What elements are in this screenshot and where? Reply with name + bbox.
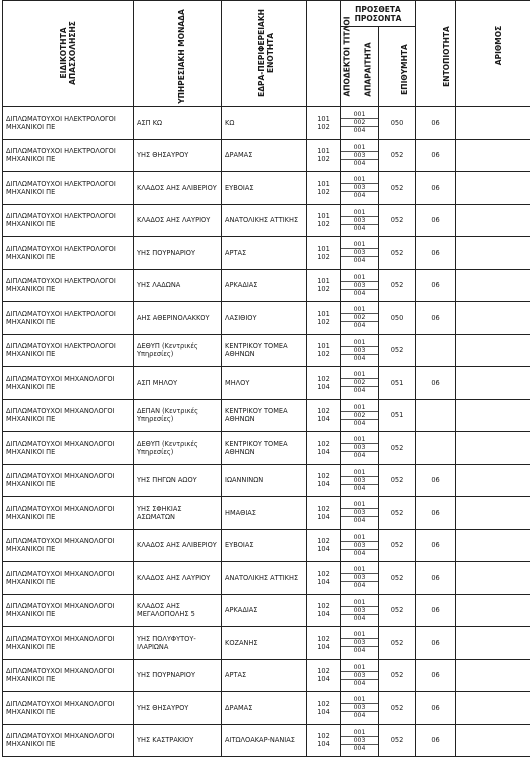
table-row — [3, 204, 530, 237]
required-code: 001 — [353, 306, 366, 314]
degree-code: 104 — [317, 707, 330, 716]
table-row — [3, 562, 530, 595]
table-row — [3, 172, 530, 205]
cell-region: ΗΜΑΘΙΑΣ — [222, 497, 307, 530]
header-optional-label: ΕΠΙΘΥΜΗΤΑ — [399, 44, 409, 95]
table-row — [3, 302, 530, 335]
degree-code: 104 — [317, 545, 330, 554]
cell-optional: 052 — [379, 627, 416, 660]
cell-degree-codes — [307, 432, 341, 465]
required-code: 001 — [353, 111, 366, 119]
degree-code: 104 — [317, 382, 330, 391]
required-code: 003 — [341, 183, 378, 191]
cell-count — [456, 659, 530, 692]
degree-code: 102 — [317, 504, 330, 513]
required-code: 002 — [341, 118, 378, 126]
required-code: 001 — [353, 501, 366, 509]
required-code: 004 — [341, 679, 378, 687]
cell-optional: 052 — [379, 172, 416, 205]
cell-required — [341, 497, 379, 530]
cell-region: ΔΡΑΜΑΣ — [222, 692, 307, 725]
cell-location: 06 — [416, 659, 456, 692]
cell-location: 06 — [416, 367, 456, 400]
cell-degree-codes — [307, 692, 341, 725]
cell-count — [456, 724, 530, 757]
cell-region: ΛΑΣΙΘΙΟΥ — [222, 302, 307, 335]
required-code: 003 — [341, 573, 378, 581]
degree-code: 101 — [317, 342, 330, 351]
cell-region: ΑΝΑΤΟΛΙΚΗΣ ΑΤΤΙΚΗΣ — [222, 204, 307, 237]
cell-region: ΚΕΝΤΡΙΚΟΥ ΤΟΜΕΑ ΑΘΗΝΩΝ — [222, 432, 307, 465]
degree-code: 102 — [317, 537, 330, 546]
cell-unit: ΚΛΑΔΟΣ ΑΗΣ ΛΑΥΡΙΟΥ — [134, 562, 222, 595]
cell-specialty: ΔΙΠΛΩΜΑΤΟΥΧΟΙ ΜΗΧΑΝΟΛΟΓΟΙ ΜΗΧΑΝΙΚΟΙ ΠΕ — [3, 692, 134, 725]
header-specialty — [3, 1, 134, 107]
degree-code: 102 — [317, 187, 330, 196]
degree-code: 102 — [317, 155, 330, 164]
cell-specialty: ΔΙΠΛΩΜΑΤΟΥΧΟΙ ΗΛΕΚΤΡΟΛΟΓΟΙ ΜΗΧΑΝΙΚΟΙ ΠΕ — [3, 139, 134, 172]
required-code: 004 — [341, 549, 378, 557]
table-body — [3, 107, 530, 757]
cell-location: 06 — [416, 237, 456, 270]
cell-region: ΚΩ — [222, 107, 307, 140]
cell-required — [341, 204, 379, 237]
cell-unit: ΥΗΣ ΠΟΥΡΝΑΡΙΟΥ — [134, 659, 222, 692]
cell-count — [456, 107, 530, 140]
required-code: 001 — [353, 273, 366, 281]
header-region — [222, 1, 307, 107]
cell-count — [456, 529, 530, 562]
cell-count — [456, 399, 530, 432]
cell-specialty: ΔΙΠΛΩΜΑΤΟΥΧΟΙ ΜΗΧΑΝΟΛΟΓΟΙ ΜΗΧΑΝΙΚΟΙ ΠΕ — [3, 399, 134, 432]
cell-required — [341, 334, 379, 367]
required-code: 004 — [341, 516, 378, 524]
table-row — [3, 334, 530, 367]
required-code: 001 — [353, 566, 366, 574]
cell-location: 06 — [416, 464, 456, 497]
required-code: 004 — [341, 224, 378, 232]
required-code: 001 — [353, 371, 366, 379]
cell-unit: ΥΗΣ ΣΦΗΚΙΑΣ ΑΣΩΜΑΤΩΝ — [134, 497, 222, 530]
required-code: 004 — [341, 159, 378, 167]
cell-count — [456, 139, 530, 172]
cell-optional: 050 — [379, 107, 416, 140]
cell-count — [456, 204, 530, 237]
required-code: 004 — [341, 451, 378, 459]
required-code: 003 — [341, 151, 378, 159]
cell-degree-codes — [307, 237, 341, 270]
degree-code: 102 — [317, 407, 330, 416]
cell-count — [456, 432, 530, 465]
cell-specialty: ΔΙΠΛΩΜΑΤΟΥΧΟΙ ΗΛΕΚΤΡΟΛΟΓΟΙ ΜΗΧΑΝΙΚΟΙ ΠΕ — [3, 302, 134, 335]
required-code: 002 — [341, 378, 378, 386]
cell-region: ΑΙΤΩΛΟΑΚΑΡ-ΝΑΝΙΑΣ — [222, 724, 307, 757]
cell-required — [341, 724, 379, 757]
cell-unit: ΥΗΣ ΘΗΣΑΥΡΟΥ — [134, 139, 222, 172]
cell-unit: ΔΕΘΥΠ (Κεντρικές Υπηρεσίες) — [134, 432, 222, 465]
cell-degree-codes — [307, 594, 341, 627]
cell-required — [341, 627, 379, 660]
cell-specialty: ΔΙΠΛΩΜΑΤΟΥΧΟΙ ΗΛΕΚΤΡΟΛΟΓΟΙ ΜΗΧΑΝΙΚΟΙ ΠΕ — [3, 269, 134, 302]
header-specialty-label: ΕΙΔΙΚΟΤΗΤΑ ΑΠΑΣΧΟΛΗΣΗΣ — [59, 21, 77, 85]
positions-table — [2, 0, 530, 757]
cell-unit: ΑΣΠ ΚΩ — [134, 107, 222, 140]
cell-degree-codes — [307, 334, 341, 367]
cell-specialty: ΔΙΠΛΩΜΑΤΟΥΧΟΙ ΜΗΧΑΝΟΛΟΓΟΙ ΜΗΧΑΝΙΚΟΙ ΠΕ — [3, 432, 134, 465]
cell-specialty: ΔΙΠΛΩΜΑΤΟΥΧΟΙ ΗΛΕΚΤΡΟΛΟΓΟΙ ΜΗΧΑΝΙΚΟΙ ΠΕ — [3, 172, 134, 205]
required-code: 004 — [341, 386, 378, 394]
required-code: 001 — [353, 631, 366, 639]
table-row — [3, 237, 530, 270]
cell-degree-codes — [307, 204, 341, 237]
degree-code: 101 — [317, 277, 330, 286]
cell-location: 06 — [416, 302, 456, 335]
cell-location: 06 — [416, 692, 456, 725]
cell-region: ΕΥΒΟΙΑΣ — [222, 172, 307, 205]
required-code: 003 — [341, 508, 378, 516]
cell-count — [456, 692, 530, 725]
cell-degree-codes — [307, 399, 341, 432]
cell-region: ΜΗΛΟΥ — [222, 367, 307, 400]
header-extra-quals-label: ΠΡΟΣΘΕΤΑ ΠΡΟΣΟΝΤΑ — [354, 4, 402, 23]
degree-code: 104 — [317, 675, 330, 684]
cell-degree-codes — [307, 659, 341, 692]
cell-unit: ΥΗΣ ΘΗΣΑΥΡΟΥ — [134, 692, 222, 725]
degree-code: 104 — [317, 577, 330, 586]
cell-degree-codes — [307, 172, 341, 205]
cell-required — [341, 139, 379, 172]
cell-degree-codes — [307, 627, 341, 660]
header-unit — [134, 1, 222, 107]
cell-degree-codes — [307, 269, 341, 302]
cell-required — [341, 692, 379, 725]
table-row — [3, 399, 530, 432]
required-code: 001 — [353, 208, 366, 216]
cell-required — [341, 172, 379, 205]
header-unit-label: ΥΠΗΡΕΣΙΑΚΗ ΜΟΝΑΔΑ — [176, 9, 186, 104]
required-code: 001 — [353, 143, 366, 151]
required-code: 004 — [341, 191, 378, 199]
degree-code: 102 — [317, 122, 330, 131]
cell-location: 06 — [416, 594, 456, 627]
cell-location: 06 — [416, 497, 456, 530]
required-code: 003 — [341, 281, 378, 289]
degree-code: 104 — [317, 415, 330, 424]
required-code: 001 — [353, 728, 366, 736]
table-row — [3, 464, 530, 497]
required-code: 001 — [353, 338, 366, 346]
cell-location: 06 — [416, 204, 456, 237]
degree-code: 102 — [317, 252, 330, 261]
cell-optional: 052 — [379, 334, 416, 367]
required-code: 004 — [341, 484, 378, 492]
cell-required — [341, 529, 379, 562]
cell-optional: 051 — [379, 367, 416, 400]
cell-unit: ΥΗΣ ΛΑΔΩΝΑ — [134, 269, 222, 302]
cell-unit: ΥΗΣ ΠΟΥΡΝΑΡΙΟΥ — [134, 237, 222, 270]
table-row — [3, 107, 530, 140]
required-code: 001 — [353, 696, 366, 704]
cell-optional: 052 — [379, 237, 416, 270]
cell-specialty: ΔΙΠΛΩΜΑΤΟΥΧΟΙ ΜΗΧΑΝΟΛΟΓΟΙ ΜΗΧΑΝΙΚΟΙ ΠΕ — [3, 627, 134, 660]
cell-required — [341, 107, 379, 140]
required-code: 003 — [341, 346, 378, 354]
cell-unit: ΥΗΣ ΠΟΛΥΦΥΤΟΥ-ΙΛΑΡΙΩΝΑ — [134, 627, 222, 660]
cell-degree-codes — [307, 367, 341, 400]
cell-count — [456, 237, 530, 270]
cell-specialty: ΔΙΠΛΩΜΑΤΟΥΧΟΙ ΜΗΧΑΝΟΛΟΓΟΙ ΜΗΧΑΝΙΚΟΙ ΠΕ — [3, 724, 134, 757]
degree-code: 102 — [317, 667, 330, 676]
cell-optional: 052 — [379, 529, 416, 562]
degree-code: 101 — [317, 244, 330, 253]
required-code: 003 — [341, 671, 378, 679]
cell-location — [416, 432, 456, 465]
cell-specialty: ΔΙΠΛΩΜΑΤΟΥΧΟΙ ΜΗΧΑΝΟΛΟΓΟΙ ΜΗΧΑΝΙΚΟΙ ΠΕ — [3, 659, 134, 692]
cell-count — [456, 594, 530, 627]
cell-required — [341, 659, 379, 692]
cell-optional: 052 — [379, 464, 416, 497]
degree-code: 102 — [317, 439, 330, 448]
header-degree-label: ΑΠΟΔΕΚΤΟΙ ΤΙΤΛΟΙ — [342, 16, 352, 97]
cell-region: ΚΕΝΤΡΙΚΟΥ ΤΟΜΕΑ ΑΘΗΝΩΝ — [222, 399, 307, 432]
degree-code: 101 — [317, 309, 330, 318]
required-code: 003 — [341, 443, 378, 451]
header-count — [456, 1, 530, 107]
cell-location — [416, 399, 456, 432]
degree-code: 104 — [317, 740, 330, 749]
cell-count — [456, 562, 530, 595]
degree-code: 102 — [317, 374, 330, 383]
cell-degree-codes — [307, 724, 341, 757]
degree-code: 104 — [317, 642, 330, 651]
degree-code: 102 — [317, 220, 330, 229]
required-code: 001 — [353, 241, 366, 249]
required-code: 004 — [341, 581, 378, 589]
cell-optional: 052 — [379, 659, 416, 692]
header-location-label: ΕΝΤΟΠΙΟΤΗΤΑ — [441, 26, 451, 87]
degree-code: 102 — [317, 569, 330, 578]
table-row — [3, 529, 530, 562]
required-code: 004 — [341, 126, 378, 134]
cell-region: ΑΡΤΑΣ — [222, 659, 307, 692]
required-code: 004 — [341, 744, 378, 752]
required-code: 004 — [341, 646, 378, 654]
required-code: 001 — [353, 533, 366, 541]
header-location — [416, 1, 456, 107]
table-row — [3, 692, 530, 725]
header-region-label: ΕΔΡΑ-ΠΕΡΙΦΕΡΕΙΑΚΗ ΕΝΟΤΗΤΑ — [256, 8, 275, 97]
required-code: 004 — [341, 711, 378, 719]
cell-optional: 052 — [379, 497, 416, 530]
cell-specialty: ΔΙΠΛΩΜΑΤΟΥΧΟΙ ΗΛΕΚΤΡΟΛΟΓΟΙ ΜΗΧΑΝΙΚΟΙ ΠΕ — [3, 237, 134, 270]
degree-code: 102 — [317, 317, 330, 326]
degree-code: 101 — [317, 114, 330, 123]
required-code: 004 — [341, 419, 378, 427]
cell-required — [341, 237, 379, 270]
degree-code: 102 — [317, 285, 330, 294]
table-row — [3, 724, 530, 757]
required-code: 003 — [341, 606, 378, 614]
cell-specialty: ΔΙΠΛΩΜΑΤΟΥΧΟΙ ΜΗΧΑΝΟΛΟΓΟΙ ΜΗΧΑΝΙΚΟΙ ΠΕ — [3, 594, 134, 627]
cell-required — [341, 367, 379, 400]
cell-optional: 052 — [379, 692, 416, 725]
cell-region: ΚΕΝΤΡΙΚΟΥ ΤΟΜΕΑ ΑΘΗΝΩΝ — [222, 334, 307, 367]
cell-unit: ΑΣΠ ΜΗΛΟΥ — [134, 367, 222, 400]
cell-count — [456, 367, 530, 400]
header-required-label: ΑΠΑΡΑΙΤΗΤΑ — [363, 42, 373, 97]
required-code: 002 — [341, 313, 378, 321]
cell-count — [456, 269, 530, 302]
degree-code: 104 — [317, 610, 330, 619]
cell-required — [341, 464, 379, 497]
cell-region: ΕΥΒΟΙΑΣ — [222, 529, 307, 562]
required-code: 004 — [341, 256, 378, 264]
cell-unit: ΚΛΑΔΟΣ ΑΗΣ ΑΛΙΒΕΡΙΟΥ — [134, 529, 222, 562]
cell-required — [341, 302, 379, 335]
cell-degree-codes — [307, 529, 341, 562]
table-row — [3, 139, 530, 172]
cell-unit: ΑΗΣ ΑΘΕΡΙΝΟΛΑΚΚΟΥ — [134, 302, 222, 335]
cell-optional: 052 — [379, 594, 416, 627]
cell-location: 06 — [416, 107, 456, 140]
degree-code: 101 — [317, 212, 330, 221]
cell-unit: ΥΗΣ ΚΑΣΤΡΑΚΙΟΥ — [134, 724, 222, 757]
required-code: 003 — [341, 216, 378, 224]
cell-unit: ΔΕΠΑΝ (Κεντρικές Υπηρεσίες) — [134, 399, 222, 432]
cell-specialty: ΔΙΠΛΩΜΑΤΟΥΧΟΙ ΜΗΧΑΝΟΛΟΓΟΙ ΜΗΧΑΝΙΚΟΙ ΠΕ — [3, 529, 134, 562]
table-row — [3, 367, 530, 400]
degree-code: 102 — [317, 699, 330, 708]
cell-required — [341, 432, 379, 465]
cell-unit: ΥΗΣ ΠΗΓΩΝ ΑΩΟΥ — [134, 464, 222, 497]
cell-count — [456, 464, 530, 497]
cell-specialty: ΔΙΠΛΩΜΑΤΟΥΧΟΙ ΜΗΧΑΝΟΛΟΓΟΙ ΜΗΧΑΝΙΚΟΙ ΠΕ — [3, 367, 134, 400]
required-code: 004 — [341, 614, 378, 622]
cell-optional: 052 — [379, 562, 416, 595]
table-row — [3, 659, 530, 692]
header-count-label: ΑΡΙΘΜΟΣ — [494, 25, 504, 66]
degree-code: 104 — [317, 512, 330, 521]
header-extra-quals — [341, 1, 416, 27]
degree-code: 101 — [317, 147, 330, 156]
cell-location: 06 — [416, 562, 456, 595]
cell-degree-codes — [307, 302, 341, 335]
cell-optional: 050 — [379, 302, 416, 335]
header-optional — [379, 27, 416, 107]
required-code: 003 — [341, 736, 378, 744]
degree-code: 102 — [317, 732, 330, 741]
cell-degree-codes — [307, 497, 341, 530]
cell-location: 06 — [416, 269, 456, 302]
cell-optional: 051 — [379, 399, 416, 432]
cell-location — [416, 334, 456, 367]
required-code: 001 — [353, 663, 366, 671]
required-code: 001 — [353, 403, 366, 411]
cell-optional: 052 — [379, 724, 416, 757]
cell-count — [456, 627, 530, 660]
cell-required — [341, 269, 379, 302]
required-code: 003 — [341, 248, 378, 256]
cell-location: 06 — [416, 139, 456, 172]
cell-region: ΑΡΚΑΔΙΑΣ — [222, 594, 307, 627]
cell-region: ΚΟΖΑΝΗΣ — [222, 627, 307, 660]
degree-code: 102 — [317, 602, 330, 611]
required-code: 001 — [353, 176, 366, 184]
cell-unit: ΚΛΑΔΟΣ ΑΗΣ ΑΛΙΒΕΡΙΟΥ — [134, 172, 222, 205]
cell-count — [456, 497, 530, 530]
cell-specialty: ΔΙΠΛΩΜΑΤΟΥΧΟΙ ΗΛΕΚΤΡΟΛΟΓΟΙ ΜΗΧΑΝΙΚΟΙ ΠΕ — [3, 107, 134, 140]
cell-location: 06 — [416, 627, 456, 660]
degree-code: 102 — [317, 350, 330, 359]
cell-count — [456, 302, 530, 335]
required-code: 004 — [341, 289, 378, 297]
required-code: 003 — [341, 541, 378, 549]
cell-region: ΑΝΑΤΟΛΙΚΗΣ ΑΤΤΙΚΗΣ — [222, 562, 307, 595]
degree-code: 102 — [317, 634, 330, 643]
cell-optional: 052 — [379, 269, 416, 302]
cell-optional: 052 — [379, 204, 416, 237]
cell-specialty: ΔΙΠΛΩΜΑΤΟΥΧΟΙ ΜΗΧΑΝΟΛΟΓΟΙ ΜΗΧΑΝΙΚΟΙ ΠΕ — [3, 562, 134, 595]
cell-unit: ΔΕΘΥΠ (Κεντρικές Υπηρεσίες) — [134, 334, 222, 367]
cell-required — [341, 399, 379, 432]
cell-unit: ΚΛΑΔΟΣ ΑΗΣ ΛΑΥΡΙΟΥ — [134, 204, 222, 237]
cell-region: ΙΩΑΝΝΙΝΩΝ — [222, 464, 307, 497]
required-code: 003 — [341, 703, 378, 711]
required-code: 003 — [341, 476, 378, 484]
degree-code: 101 — [317, 179, 330, 188]
cell-degree-codes — [307, 464, 341, 497]
cell-count — [456, 334, 530, 367]
cell-optional: 052 — [379, 139, 416, 172]
cell-specialty: ΔΙΠΛΩΜΑΤΟΥΧΟΙ ΗΛΕΚΤΡΟΛΟΓΟΙ ΜΗΧΑΝΙΚΟΙ ΠΕ — [3, 204, 134, 237]
cell-specialty: ΔΙΠΛΩΜΑΤΟΥΧΟΙ ΜΗΧΑΝΟΛΟΓΟΙ ΜΗΧΑΝΙΚΟΙ ΠΕ — [3, 497, 134, 530]
cell-region: ΔΡΑΜΑΣ — [222, 139, 307, 172]
cell-optional: 052 — [379, 432, 416, 465]
cell-specialty: ΔΙΠΛΩΜΑΤΟΥΧΟΙ ΜΗΧΑΝΟΛΟΓΟΙ ΜΗΧΑΝΙΚΟΙ ΠΕ — [3, 464, 134, 497]
required-code: 002 — [341, 411, 378, 419]
cell-unit: ΚΛΑΔΟΣ ΑΗΣ ΜΕΓΑΛΟΠΟΛΗΣ 5 — [134, 594, 222, 627]
required-code: 003 — [341, 638, 378, 646]
required-code: 001 — [353, 436, 366, 444]
cell-count — [456, 172, 530, 205]
degree-code: 102 — [317, 472, 330, 481]
cell-specialty: ΔΙΠΛΩΜΑΤΟΥΧΟΙ ΗΛΕΚΤΡΟΛΟΓΟΙ ΜΗΧΑΝΙΚΟΙ ΠΕ — [3, 334, 134, 367]
cell-location: 06 — [416, 724, 456, 757]
cell-location: 06 — [416, 172, 456, 205]
header-degree — [307, 1, 352, 107]
required-code: 004 — [341, 354, 378, 362]
table-row — [3, 594, 530, 627]
degree-code: 104 — [317, 480, 330, 489]
cell-region: ΑΡΤΑΣ — [222, 237, 307, 270]
table-row — [3, 627, 530, 660]
table-row — [3, 432, 530, 465]
cell-location: 06 — [416, 529, 456, 562]
table-row — [3, 497, 530, 530]
cell-degree-codes — [307, 107, 341, 140]
cell-degree-codes — [307, 139, 341, 172]
required-code: 004 — [341, 321, 378, 329]
degree-code: 104 — [317, 447, 330, 456]
cell-required — [341, 594, 379, 627]
cell-degree-codes — [307, 562, 341, 595]
required-code: 001 — [353, 468, 366, 476]
cell-region: ΑΡΚΑΔΙΑΣ — [222, 269, 307, 302]
cell-required — [341, 562, 379, 595]
required-code: 001 — [353, 598, 366, 606]
table-row — [3, 269, 530, 302]
